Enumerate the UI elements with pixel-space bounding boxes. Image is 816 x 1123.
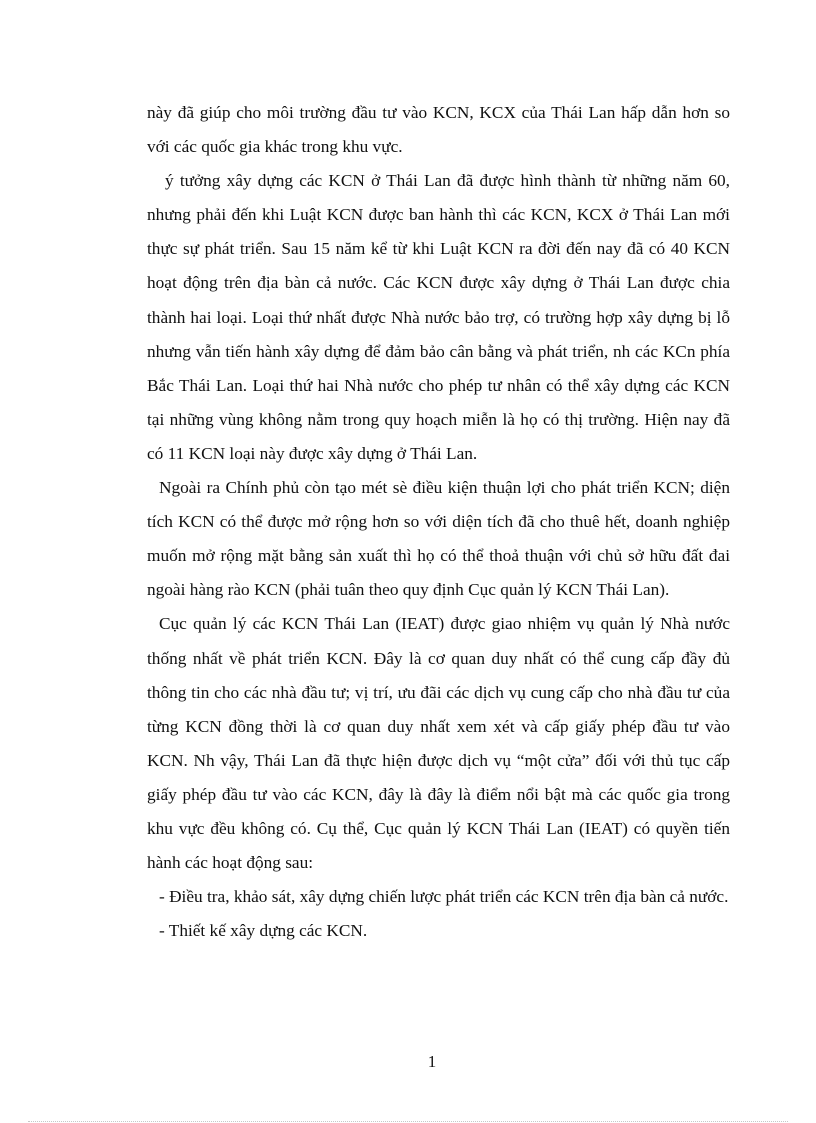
- bullet-item-2: - Thiết kế xây dựng các KCN.: [159, 921, 368, 941]
- paragraph-3: Ngoài ra Chính phủ còn tạo mét sè điều kiện thuận lợi cho phát triển KCN; diện tích KCN có thể được mở rộng hơn so với diện tích đã cho thuê hết, doanh nghiệp muốn mở rộng mặt bằng sản xuất thì họ có thể thoả thuận với chủ sở hữu đất đai ngoài hàng rào KCN (phải tuân theo quy định Cục quản lý KCN Thái Lan).: [147, 478, 730, 600]
- paragraph-2: ý tưởng xây dựng các KCN ở Thái Lan đã được hình thành từ những năm 60, nhưng phải đến khi Luật KCN được ban hành thì các KCN, KCX ở Thái Lan mới thực sự phát triển. Sau 15 năm kể từ khi Luật KCN ra đời đến nay đã có 40 KCN hoạt động trên địa bàn cả nước. Các KCN được xây dựng ở Thái Lan được chia thành hai loại. Loại thứ nhất được Nhà nước bảo trợ, có trường hợp xây dựng bị lỗ nhưng vẫn tiến hành xây dựng để đảm bảo cân bằng và phát triển, nh các KCn phía Bắc Thái Lan. Loại thứ hai Nhà nước cho phép tư nhân có thể xây dựng các KCN tại những vùng không nằm trong quy hoạch miễn là họ có thị trường. Hiện nay đã có 11 KCN loại này được xây dựng ở Thái Lan.: [147, 171, 730, 463]
- body-text: [147, 96, 730, 948]
- paragraph-1: này đã giúp cho môi trường đầu tư vào KCN, KCX của Thái Lan hấp dẫn hơn so với các quốc gia khác trong khu vực.: [147, 103, 730, 157]
- paragraph-4: Cục quản lý các KCN Thái Lan (IEAT) được giao nhiệm vụ quản lý Nhà nước thống nhất về phát triển KCN. Đây là cơ quan duy nhất có thể cung cấp đầy đủ thông tin cho các nhà đầu tư; vị trí, ưu đãi các dịch vụ cung cấp cho nhà đầu tư của từng KCN đồng thời là cơ quan duy nhất xem xét và cấp giấy phép đầu tư vào KCN. Nh vậy, Thái Lan đã thực hiện được dịch vụ “một cửa” đối với thủ tục cấp giấy phép đầu tư vào các KCN, đây là đây là điểm nổi bật mà các quốc gia trong khu vực đều không có. Cụ thể, Cục quản lý KCN Thái Lan (IEAT) có quyền tiến hành các hoạt động sau:: [147, 614, 730, 873]
- page-bottom-divider: [28, 1121, 788, 1122]
- bullet-item-1: - Điều tra, khảo sát, xây dựng chiến lược phát triển các KCN trên địa bàn cả nước.: [159, 887, 729, 907]
- page-number: 1: [427, 1052, 437, 1071]
